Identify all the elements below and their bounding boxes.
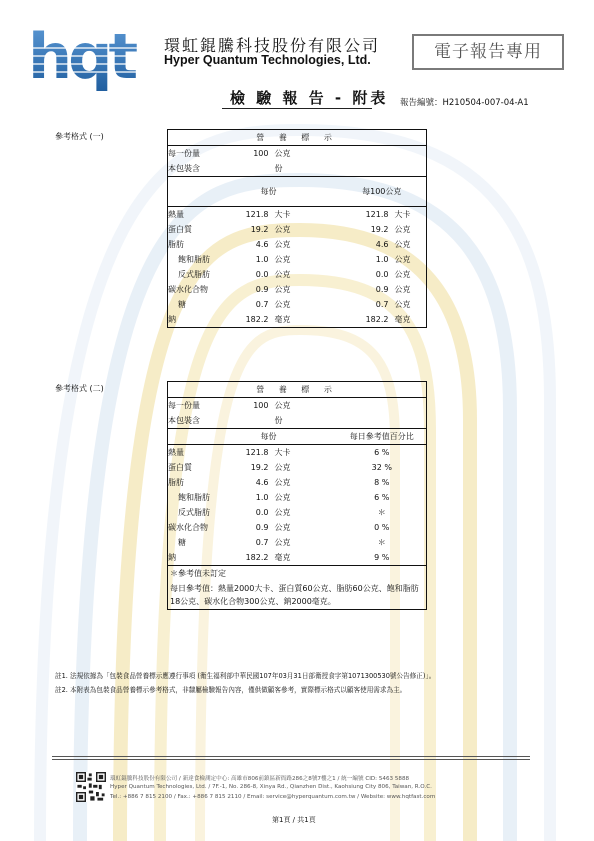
col-per-serving: 每份 xyxy=(236,177,302,207)
nutrient-row xyxy=(168,445,427,461)
per-serving-value: 19.2 xyxy=(250,225,269,234)
col-per-100g: 每100公克 xyxy=(338,177,427,207)
nutrient-name: 熱量 xyxy=(168,207,236,223)
nutrition-table-1 xyxy=(167,129,427,328)
per-100g-value: 19.2 xyxy=(370,225,389,234)
per-serving-value: 0.9 xyxy=(255,523,269,532)
per-100g-unit: 大卡 xyxy=(392,207,427,223)
footer-rule-top xyxy=(52,756,530,757)
per-serving-unit: 公克 xyxy=(274,300,291,309)
hqt-logo xyxy=(26,18,158,92)
package-servings-unit: 份 xyxy=(274,164,283,173)
daily-value-pct: 8 % xyxy=(374,478,390,487)
nutrient-row xyxy=(168,535,427,550)
nutrient-name: 糖 xyxy=(178,300,186,309)
nutrient-row xyxy=(168,237,427,252)
nutrient-name: 糖 xyxy=(178,538,186,547)
electronic-report-stamp: 電子報告專用 xyxy=(412,34,564,70)
per-serving-unit: 公克 xyxy=(274,538,291,547)
per-100g-unit: 公克 xyxy=(394,255,411,264)
nutrient-row xyxy=(168,312,427,328)
per-serving-unit: 公克 xyxy=(274,508,291,517)
company-name-en: Hyper Quantum Technologies, Ltd. xyxy=(164,53,371,67)
daily-value-pct: ＊ xyxy=(377,508,386,517)
per-100g-value: 0.9 xyxy=(375,285,389,294)
daily-value-pct: 0 % xyxy=(374,523,390,532)
per-serving-value: 0.7 xyxy=(255,300,269,309)
per-serving-unit: 公克 xyxy=(274,255,291,264)
document-title: 檢 驗 報 告 - 附表 xyxy=(230,89,389,107)
per-serving-unit: 公克 xyxy=(274,285,291,294)
footer-line-contact: Tel.: +886 7 815 2100 / Fax.: +886 7 815 2110 / Email: service@hyperquantum.com.tw / Website: www.hqtfast.com xyxy=(110,794,436,800)
per-serving-unit: 公克 xyxy=(274,270,291,279)
table2-heading: 營 養 標 示 xyxy=(168,382,427,398)
package-servings-unit: 份 xyxy=(274,416,283,425)
nutrient-row xyxy=(168,297,427,312)
note-not-established: ＊參考值未訂定 xyxy=(168,566,427,582)
serving-size-label: 每一份量 xyxy=(168,149,200,158)
nutrient-name: 鈉 xyxy=(168,553,176,562)
page-number: 第1頁 / 共1頁 xyxy=(272,816,316,824)
daily-value-pct: 32 % xyxy=(371,463,392,472)
per-100g-unit: 公克 xyxy=(394,270,411,279)
nutrient-name: 飽和脂肪 xyxy=(178,493,210,502)
col-daily-value-pct: 每日參考值百分比 xyxy=(338,429,427,445)
per-serving-unit: 毫克 xyxy=(274,553,291,562)
per-serving-value: 121.8 xyxy=(236,445,272,461)
footer-line-cn: 環虹錕騰科技股份有限公司 / 新達食檢測定中心: 高雄市806前鎮區新衙路286之8號7樓之1 / 統一編號 CID: 5463 5888 xyxy=(110,776,410,782)
nutrient-name: 飽和脂肪 xyxy=(178,255,210,264)
footnote-1: 註1. 法規依據為「包裝食品營養標示應遵行事項 (衛生福利部中華民國107年03月31日部衛授食字第1071300530號公告修正)」。 xyxy=(55,672,436,680)
note-daily-reference: 每日參考值：熱量2000大卡、蛋白質60公克、脂肪60公克、飽和脂肪18公克、碳水化合物300公克、鈉2000毫克。 xyxy=(170,584,419,606)
per-serving-value: 4.6 xyxy=(255,478,269,487)
per-100g-value: 182.2 xyxy=(365,315,389,324)
nutrient-row xyxy=(168,207,427,223)
daily-value-pct: 6 % xyxy=(374,493,390,502)
nutrient-row xyxy=(168,520,427,535)
per-serving-value: 182.2 xyxy=(245,315,269,324)
per-serving-unit: 公克 xyxy=(274,478,291,487)
per-100g-value: 4.6 xyxy=(375,240,389,249)
per-serving-value: 0.7 xyxy=(255,538,269,547)
nutrient-row xyxy=(168,282,427,297)
per-100g-unit: 毫克 xyxy=(394,315,411,324)
daily-value-pct: 6 % xyxy=(338,445,427,461)
nutrient-name: 脂肪 xyxy=(168,240,184,249)
per-serving-value: 1.0 xyxy=(255,493,269,502)
nutrition-table-2 xyxy=(167,381,427,610)
nutrient-name: 蛋白質 xyxy=(168,463,192,472)
serving-size-unit: 公克 xyxy=(274,401,291,410)
nutrient-name: 碳水化合物 xyxy=(168,285,208,294)
per-100g-unit: 公克 xyxy=(394,240,411,249)
serving-size-unit: 公克 xyxy=(274,149,291,158)
per-serving-value: 1.0 xyxy=(255,255,269,264)
nutrient-name: 反式脂肪 xyxy=(178,508,210,517)
per-100g-value: 121.8 xyxy=(338,207,392,223)
per-serving-unit: 公克 xyxy=(274,523,291,532)
per-serving-unit: 公克 xyxy=(274,240,291,249)
per-100g-value: 0.7 xyxy=(375,300,389,309)
per-serving-value: 19.2 xyxy=(250,463,269,472)
daily-value-pct: ＊ xyxy=(377,538,386,547)
ref-format-2-label: 參考格式 (二) xyxy=(55,384,104,393)
nutrient-name: 熱量 xyxy=(168,445,236,461)
per-serving-value: 0.0 xyxy=(255,508,269,517)
per-serving-value: 182.2 xyxy=(245,553,269,562)
nutrient-row xyxy=(168,460,427,475)
footer-line-address: Hyper Quantum Technologies, Ltd. / 7F.-1, No. 286-8, Xinya Rd., Qianzhen Dist., Kaohsiung City 806, Taiwan, R.O.C. xyxy=(110,784,432,790)
serving-size-value: 100 xyxy=(253,401,269,410)
footnote-2: 註2. 本附表為包裝食品營養標示參考格式，非隸屬檢驗報告內容，僅供做顧客參考，實際標示格式以顧客使用需求為主。 xyxy=(55,686,407,694)
per-serving-unit: 大卡 xyxy=(272,207,302,223)
nutrient-name: 反式脂肪 xyxy=(178,270,210,279)
per-serving-value: 0.9 xyxy=(255,285,269,294)
per-serving-unit: 公克 xyxy=(274,493,291,502)
report-number: 報告編號：H210504-007-04-A1 xyxy=(400,98,529,108)
nutrient-row xyxy=(168,475,427,490)
nutrient-name: 碳水化合物 xyxy=(168,523,208,532)
nutrient-row xyxy=(168,222,427,237)
company-name-cn: 環虹錕騰科技股份有限公司 xyxy=(164,36,381,55)
ref-format-1-label: 參考格式 (一) xyxy=(55,132,104,141)
per-100g-value: 0.0 xyxy=(375,270,389,279)
per-100g-value: 1.0 xyxy=(375,255,389,264)
per-serving-unit: 公克 xyxy=(274,225,291,234)
per-100g-unit: 公克 xyxy=(394,225,411,234)
nutrient-row xyxy=(168,252,427,267)
per-serving-value: 121.8 xyxy=(236,207,272,223)
daily-value-pct: 9 % xyxy=(374,553,390,562)
footer-rule-bottom xyxy=(52,759,530,760)
nutrient-name: 脂肪 xyxy=(168,478,184,487)
nutrient-row xyxy=(168,505,427,520)
nutrient-name: 蛋白質 xyxy=(168,225,192,234)
col-per-serving: 每份 xyxy=(236,429,302,445)
table1-heading: 營 養 標 示 xyxy=(168,130,427,146)
per-100g-unit: 公克 xyxy=(394,285,411,294)
qr-code-icon xyxy=(76,772,106,802)
package-servings-label: 本包裝含 xyxy=(168,164,200,173)
title-underline xyxy=(222,108,372,109)
per-serving-unit: 公克 xyxy=(274,463,291,472)
logo-text: hqt xyxy=(28,20,135,92)
per-100g-unit: 公克 xyxy=(394,300,411,309)
per-serving-value: 0.0 xyxy=(255,270,269,279)
package-servings-label: 本包裝含 xyxy=(168,416,200,425)
nutrient-row xyxy=(168,490,427,505)
per-serving-value: 4.6 xyxy=(255,240,269,249)
per-serving-unit: 大卡 xyxy=(272,445,302,461)
serving-size-value: 100 xyxy=(253,149,269,158)
nutrient-row xyxy=(168,267,427,282)
per-serving-unit: 毫克 xyxy=(274,315,291,324)
nutrient-name: 鈉 xyxy=(168,315,176,324)
serving-size-label: 每一份量 xyxy=(168,401,200,410)
nutrient-row xyxy=(168,550,427,566)
